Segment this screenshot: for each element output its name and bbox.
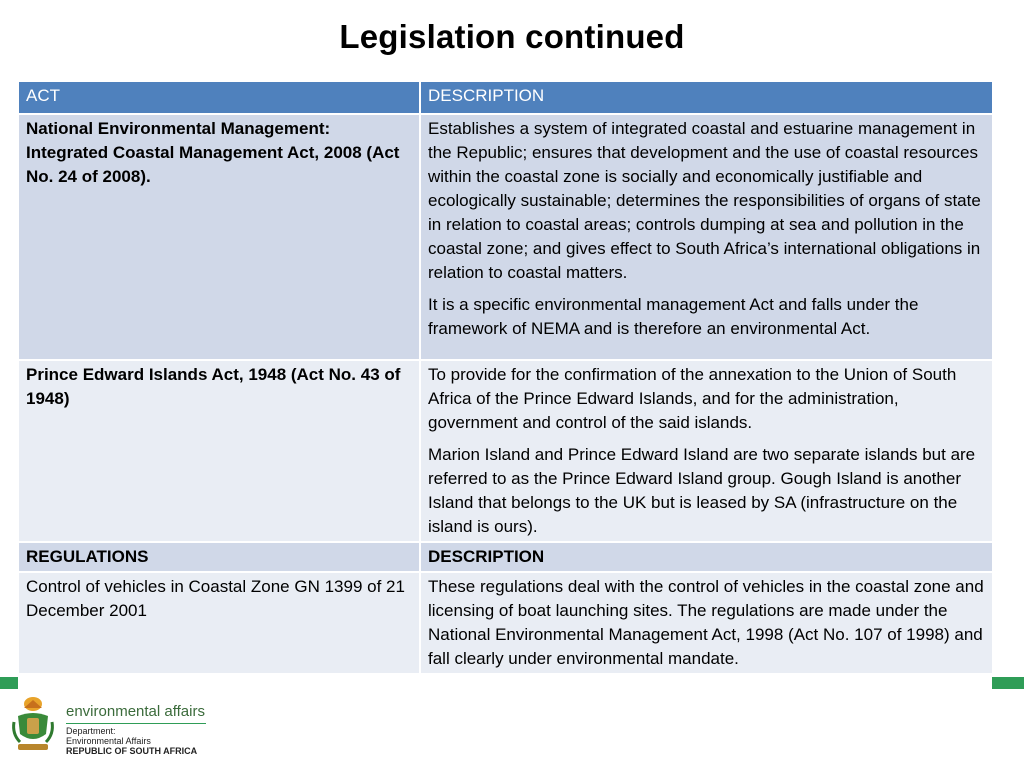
legislation-table <box>17 80 994 675</box>
table-row <box>18 572 993 674</box>
act-description <box>420 360 993 542</box>
country-name: REPUBLIC OF SOUTH AFRICA <box>66 746 198 756</box>
act-name: National Environmental Management: Integrated Coastal Management Act, 2008 (Act No. 24 of 2008). <box>18 114 420 360</box>
brand-divider <box>66 723 206 724</box>
regulation-name: Control of vehicles in Coastal Zone GN 1399 of 21 December 2001 <box>18 572 420 674</box>
regulation-description: These regulations deal with the control of vehicles in the coastal zone and licensing of boat launching sites. The regulations are made under the National Environmental Management Act, 1998 (Act No. 107 of 1998) and fall clearly under environmental mandate. <box>420 572 993 674</box>
table-row <box>18 360 993 542</box>
subheader-regulations: REGULATIONS <box>18 542 420 572</box>
brand-name: environmental affairs <box>66 703 205 720</box>
act-description <box>420 114 993 360</box>
header-act: ACT <box>18 81 420 114</box>
header-description: DESCRIPTION <box>420 81 993 114</box>
department-name: Environmental Affairs <box>66 736 151 746</box>
coat-of-arms-icon <box>8 694 58 756</box>
act-name: Prince Edward Islands Act, 1948 (Act No. 43 of 1948) <box>18 360 420 542</box>
table-row <box>18 114 993 360</box>
table-subheader-row <box>18 542 993 572</box>
description-paragraph: Marion Island and Prince Edward Island are two separate islands but are referred to as the Prince Edward Island group. Gough Island is another Island that belongs to the UK but is leased by SA (infrastructure on the island is ours). <box>428 445 976 536</box>
description-paragraph: To provide for the confirmation of the annexation to the Union of South Africa of the Prince Edward Islands, and for the administration, government and control of the said islands. <box>428 365 957 432</box>
subheader-description: DESCRIPTION <box>420 542 993 572</box>
department-block <box>66 726 197 756</box>
department-label: Department: <box>66 726 116 736</box>
table-header-row <box>18 81 993 114</box>
slide-title: Legislation continued <box>339 18 685 55</box>
accent-bar-left <box>0 677 18 689</box>
description-paragraph: Establishes a system of integrated coastal and estuarine management in the Republic; ensures that development and the use of coastal resources within the coastal zone is socially and economically justifiable and ecologically sustainable; determines the responsibilities of organs of state in relation to coastal areas; controls dumping at sea and pollution in the coastal zone; and gives effect to South Africa’s international obligations in relation to coastal matters. <box>428 119 981 282</box>
description-paragraph: It is a specific environmental management Act and falls under the framework of NEMA and is therefore an environmental Act. <box>428 295 919 338</box>
accent-bar-right <box>992 677 1024 689</box>
